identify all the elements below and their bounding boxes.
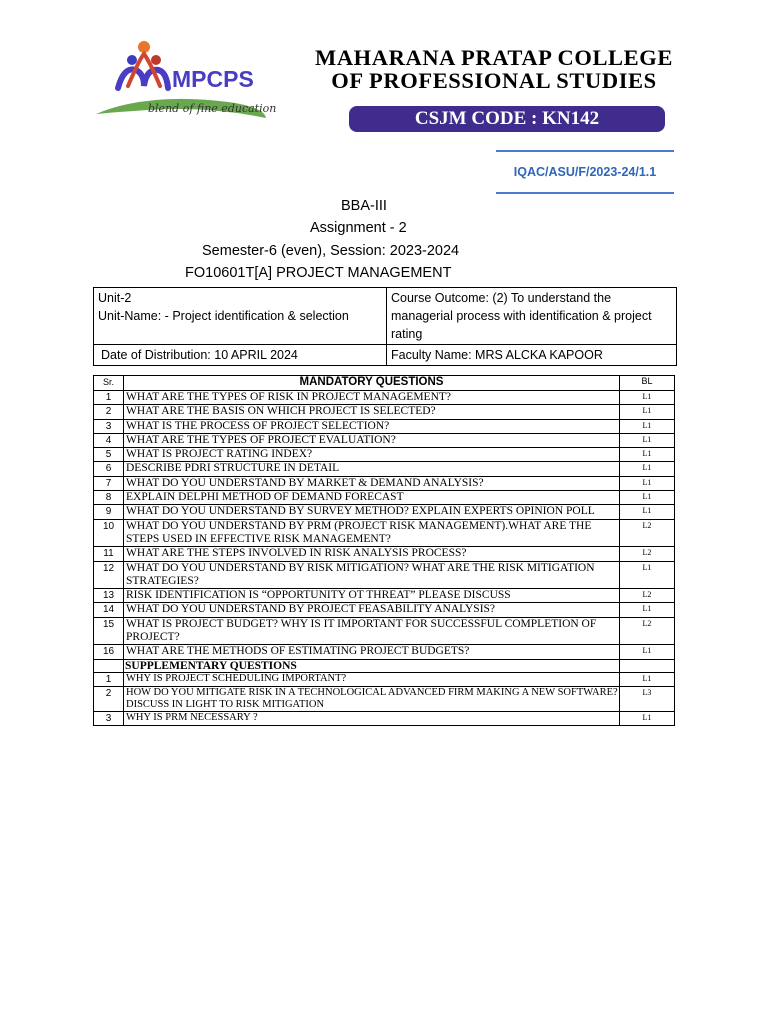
question-text: RISK IDENTIFICATION IS “OPPORTUNITY OT THREAT” PLEASE DISCUSS [124, 589, 620, 603]
logo-tagline: blend of fine education [148, 102, 277, 115]
questions-table [93, 375, 675, 726]
question-text: HOW DO YOU MITIGATE RISK IN A TECHNOLOGICAL ADVANCED FIRM MAKING A NEW SOFTWARE? DISCUSS IN LIGHT TO RISK MITIGATION [124, 686, 620, 711]
table-row [94, 491, 675, 505]
bloom-level: L1 [620, 505, 675, 519]
college-name [284, 46, 704, 92]
col-questions-header: MANDATORY QUESTIONS [124, 376, 620, 391]
question-number: 3 [94, 419, 124, 433]
col-bl-header: BL [620, 376, 675, 391]
question-text: WHAT IS PROJECT RATING INDEX? [124, 448, 620, 462]
bloom-level: L1 [620, 476, 675, 490]
bloom-level: L1 [620, 491, 675, 505]
document-reference: IQAC/ASU/F/2023-24/1.1 [513, 165, 657, 179]
table-row [94, 433, 675, 447]
csjm-code-badge: CSJM CODE : KN142 [349, 106, 665, 132]
subject-heading: FO10601T[A] PROJECT MANAGEMENT [185, 265, 452, 281]
question-text: WHAT ARE THE BASIS ON WHICH PROJECT IS SELECTED? [124, 405, 620, 419]
question-text: WHAT DO YOU UNDERSTAND BY RISK MITIGATION? WHAT ARE THE RISK MITIGATION STRATEGIES? [124, 561, 620, 589]
class-heading: BBA-III [341, 198, 387, 214]
table-row [94, 672, 675, 686]
question-number: 10 [94, 519, 124, 547]
table-row [94, 686, 675, 711]
bloom-level: L1 [620, 419, 675, 433]
college-logo [88, 40, 278, 130]
bloom-level: L1 [620, 391, 675, 405]
question-number: 13 [94, 589, 124, 603]
supplementary-heading: SUPPLEMENTARY QUESTIONS [124, 659, 620, 672]
table-row [94, 589, 675, 603]
question-number: 3 [94, 711, 124, 725]
question-number: 9 [94, 505, 124, 519]
question-number: 2 [94, 405, 124, 419]
bloom-level: L2 [620, 617, 675, 645]
question-number: 7 [94, 476, 124, 490]
bloom-level: L3 [620, 686, 675, 711]
table-row [94, 419, 675, 433]
unit-label: Unit-2 [98, 291, 132, 305]
ref-rule-bottom [496, 192, 674, 194]
bloom-level: L1 [620, 711, 675, 725]
question-text: WHAT ARE THE TYPES OF RISK IN PROJECT MANAGEMENT? [124, 391, 620, 405]
table-row [94, 519, 675, 547]
question-text: WHY IS PROJECT SCHEDULING IMPORTANT? [124, 672, 620, 686]
question-number: 1 [94, 672, 124, 686]
semester-heading: Semester-6 (even), Session: 2023-2024 [202, 243, 460, 259]
table-row [94, 645, 675, 659]
bloom-level: L1 [620, 561, 675, 589]
distribution-date: Date of Distribution: 10 APRIL 2024 [94, 345, 387, 366]
question-number: 15 [94, 617, 124, 645]
table-row [94, 405, 675, 419]
question-number: 14 [94, 603, 124, 617]
question-number: 1 [94, 391, 124, 405]
question-number: 11 [94, 547, 124, 561]
question-number: 2 [94, 686, 124, 711]
table-row [94, 547, 675, 561]
table-row [94, 505, 675, 519]
question-text: WHAT DO YOU UNDERSTAND BY MARKET & DEMAND ANALYSIS? [124, 476, 620, 490]
table-row [94, 617, 675, 645]
bloom-level: L1 [620, 433, 675, 447]
question-text: WHY IS PRM NECESSARY ? [124, 711, 620, 725]
bloom-level: L1 [620, 405, 675, 419]
bloom-level: L2 [620, 589, 675, 603]
table-row [94, 561, 675, 589]
question-text: WHAT IS THE PROCESS OF PROJECT SELECTION? [124, 419, 620, 433]
table-row [94, 448, 675, 462]
table-row [94, 603, 675, 617]
table-row [94, 391, 675, 405]
bloom-level: L1 [620, 462, 675, 476]
college-name-line2: OF PROFESSIONAL STUDIES [331, 68, 657, 93]
question-text: WHAT ARE THE METHODS OF ESTIMATING PROJECT BUDGETS? [124, 645, 620, 659]
table-row [94, 462, 675, 476]
question-text: EXPLAIN DELPHI METHOD OF DEMAND FORECAST [124, 491, 620, 505]
ref-rule-top [496, 150, 674, 152]
question-text: WHAT DO YOU UNDERSTAND BY PROJECT FEASABILITY ANALYSIS? [124, 603, 620, 617]
question-text: WHAT DO YOU UNDERSTAND BY PRM (PROJECT RISK MANAGEMENT).WHAT ARE THE STEPS USED IN EFFECTIVE RISK MANAGEMENT? [124, 519, 620, 547]
supplementary-heading-row [94, 659, 675, 672]
question-number: 5 [94, 448, 124, 462]
empty-cell [94, 659, 124, 672]
bloom-level: L1 [620, 672, 675, 686]
bloom-level: L1 [620, 645, 675, 659]
faculty-name: Faculty Name: MRS ALCKA KAPOOR [387, 345, 677, 366]
question-number: 16 [94, 645, 124, 659]
question-number: 6 [94, 462, 124, 476]
logo-text: MPCPS [172, 66, 254, 92]
question-text: WHAT DO YOU UNDERSTAND BY SURVEY METHOD? EXPLAIN EXPERTS OPINION POLL [124, 505, 620, 519]
bloom-level: L2 [620, 547, 675, 561]
bloom-level: L1 [620, 603, 675, 617]
col-sr-header: Sr. [94, 376, 124, 391]
unit-name: Unit-Name: - Project identification & selection [98, 309, 349, 323]
assignment-heading: Assignment - 2 [310, 220, 407, 236]
question-number: 12 [94, 561, 124, 589]
question-number: 8 [94, 491, 124, 505]
question-text: WHAT ARE THE TYPES OF PROJECT EVALUATION? [124, 433, 620, 447]
course-outcome: Course Outcome: (2) To understand the managerial process with identification & project rating [387, 288, 677, 345]
question-text: DESCRIBE PDRI STRUCTURE IN DETAIL [124, 462, 620, 476]
table-row [94, 711, 675, 725]
empty-cell [620, 659, 675, 672]
question-number: 4 [94, 433, 124, 447]
question-text: WHAT ARE THE STEPS INVOLVED IN RISK ANALYSIS PROCESS? [124, 547, 620, 561]
info-table [93, 287, 677, 366]
bloom-level: L2 [620, 519, 675, 547]
unit-cell [94, 288, 387, 345]
table-row [94, 476, 675, 490]
bloom-level: L1 [620, 448, 675, 462]
question-text: WHAT IS PROJECT BUDGET? WHY IS IT IMPORTANT FOR SUCCESSFUL COMPLETION OF PROJECT? [124, 617, 620, 645]
college-name-line1: MAHARANA PRATAP COLLEGE [315, 45, 673, 70]
